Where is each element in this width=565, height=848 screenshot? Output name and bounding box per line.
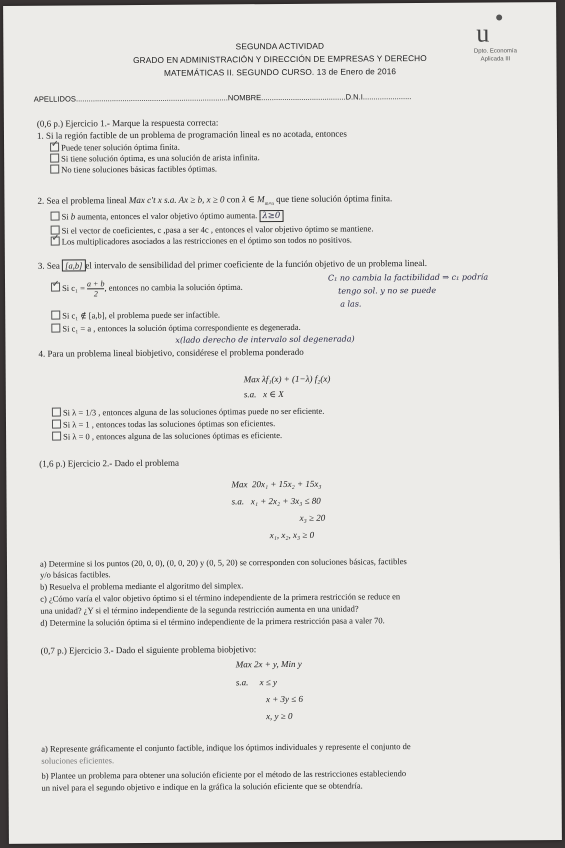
ex1-q3-opt1[interactable]: ✓Si c₁ = $\frac{a + b}{2}$ , entonces no cambia la solución óptima. <box>51 278 243 298</box>
ex1-q3-opt3[interactable]: Si c₁ = a , entonces la solución óptima correspondiente es degenerada. <box>51 322 300 334</box>
ex1-q2: 2. Sea el problema lineal Max c't x s.a. Ax ≥ b, x ≥ 0 con λ ∈ $M_{m\times n}$ que tiene solución óptima finita. <box>37 193 393 207</box>
handwritten-note-3: a las. <box>340 299 362 309</box>
ex2-part-c-cont: una unidad? ¿Y si el término independiente de la segunda restricción aumenta en una unidad? <box>40 603 359 616</box>
ex3-part-a-cont: soluciones eficientes. <box>41 755 115 766</box>
ex1-q1: 1. Si la región factible de un problema de programación lineal es no acotada, entonces <box>36 128 347 141</box>
university-logo: u <box>476 18 490 48</box>
ex1-q4-math2: s.a. x ∈ X <box>243 388 284 400</box>
ex1-q2-opt2[interactable]: Si el vector de coeficientes, c ,pasa a ser 4c , entonces el valor objetivo óptimo se mantiene. <box>51 223 374 235</box>
ex1-q4-math1: Max λf₁(x) + (1−λ) f₂(x) <box>243 373 331 385</box>
ex1-q4: 4. Para un problema lineal biobjetivo, considérese el problema ponderado <box>38 346 304 359</box>
ex1-q2-opt1[interactable]: Si b aumenta, entonces el valor objetivo óptimo aumenta. λ≥0 <box>51 210 284 224</box>
course-line: MATEMÁTICAS II. SEGUNDO CURSO. 13 de Enero de 2016 <box>163 66 397 78</box>
ex3-part-a: a) Represente gráficamente el conjunto factible, indique los óptimos individuales y represente el conjunto de <box>41 741 411 754</box>
ex2-constraint-2: x₃ ≥ 20 <box>299 512 326 523</box>
ex1-q3: 3. Sea [a,b] el intervalo de sensibilidad del primer coeficiente de la función objetivo de un problema lineal. <box>37 257 428 271</box>
student-fields-line: APELLIDOS........................................................................NOMBRE........................................D.N.I....................... <box>33 92 412 104</box>
ex1-q1-opt2[interactable]: Si tiene solución óptima, es una solución de arista infinita. <box>50 152 260 163</box>
ex3-part-b: b) Plantee un problema para obtener una solución eficiente por el método de las restricciones estableciendo <box>41 768 407 781</box>
checkbox[interactable] <box>51 311 60 320</box>
checkbox[interactable] <box>52 420 61 429</box>
checkbox-checked[interactable] <box>51 283 60 292</box>
checkbox[interactable] <box>52 408 61 417</box>
checkbox[interactable] <box>51 212 60 221</box>
checkbox[interactable] <box>51 324 60 333</box>
handwritten-lambda-note: λ≥0 <box>259 210 283 222</box>
ex2-constraint-3: x₁, x₂, x₃ ≥ 0 <box>269 529 315 541</box>
ex2-objective: Max 20x₁ + 15x₂ + 15x₃ <box>231 478 322 490</box>
ex2-part-a: a) Determine si los puntos (20, 0, 0), (0, 0, 20) y (0, 5, 20) se corresponden con soluciones básicas, factibles <box>39 556 407 569</box>
ex2-part-d: d) Determine la solución óptima si el término independiente de la primera restricción pasa a valer 70. <box>40 615 385 628</box>
ex1-heading: (0,6 p.) Ejercicio 1.- Marque la respuesta correcta: <box>36 117 219 129</box>
ex1-q2-opt3[interactable]: ✓Los multiplicadores asociados a las restricciones en el óptimo son todos no positivos. <box>51 235 352 247</box>
exam-sheet <box>3 2 562 844</box>
handwritten-note-1: C₁ no cambia la factibilidad ⇒ c₁ podría <box>327 272 489 283</box>
ex2-part-b: b) Resuelva el problema mediante el algoritmo del simplex. <box>40 580 244 592</box>
checkbox[interactable] <box>50 154 59 163</box>
ex3-part-b-cont: un nivel para el segundo objetivo e indique en la gráfica la solución eficiente que se obtendría. <box>41 780 363 793</box>
ex2-part-c: c) ¿Cómo varía el valor objetivo óptimo si el término independiente de la primera restricción se reduce en <box>40 591 401 604</box>
ex1-q4-opt2[interactable]: Si λ = 1 , entonces todas las soluciones óptimas son eficientes. <box>52 418 275 430</box>
ex1-q1-opt1[interactable]: ✓Puede tener solución óptima finita. <box>50 142 180 153</box>
ex1-q3-opt2[interactable]: Si c₁ ∉ [a,b], el problema puede ser infactible. <box>51 309 220 321</box>
dept-line-1: Dpto. Economía <box>473 48 517 55</box>
checkbox[interactable] <box>50 165 59 174</box>
ex3-heading: (0,7 p.) Ejercicio 3.- Dado el siguiente problema biobjetivo: <box>40 644 257 656</box>
logo-dot <box>496 14 502 20</box>
ex3-objectives: Max 2x + y, Min y <box>235 658 302 670</box>
checkbox-checked[interactable] <box>50 143 59 152</box>
handwritten-note-4: x(lado derecho de intervalo sol degenerada) <box>175 334 355 345</box>
fraction: $\frac{a + b}{2}$ <box>86 279 105 299</box>
ex3-constraint-3: x, y ≥ 0 <box>266 710 293 722</box>
handwritten-note-2: tengo sol. y no se puede <box>338 285 437 296</box>
ex2-part-a-cont: y/o básicas factibles. <box>40 569 111 580</box>
ex2-constraint-1: s.a. x₁ + 2x₂ + 3x₃ ≤ 80 <box>231 495 321 507</box>
ex3-constraint-2: x + 3y ≤ 6 <box>265 693 303 705</box>
checkbox[interactable] <box>52 432 61 441</box>
ex1-q4-opt1[interactable]: Si λ = 1/3 , entonces alguna de las soluciones óptimas puede no ser eficiente. <box>52 406 325 418</box>
dept-line-2: Aplicada III <box>480 56 511 63</box>
ex1-q4-opt3[interactable]: Si λ = 0 , entonces alguna de las soluciones óptimas es eficiente. <box>52 430 282 442</box>
ex3-constraint-1: s.a. x ≤ y <box>235 677 278 688</box>
page-title: SEGUNDA ACTIVIDAD <box>235 40 325 52</box>
ex2-heading: (1,6 p.) Ejercicio 2.- Dado el problema <box>39 457 180 469</box>
degree-line: GRADO EN ADMINISTRACIÓN Y DIRECCIÓN DE EMPRESAS Y DERECHO <box>133 52 427 66</box>
ex1-q1-opt3[interactable]: No tiene soluciones básicas factibles óptimas. <box>50 163 217 174</box>
checkbox-checked[interactable] <box>51 237 60 246</box>
